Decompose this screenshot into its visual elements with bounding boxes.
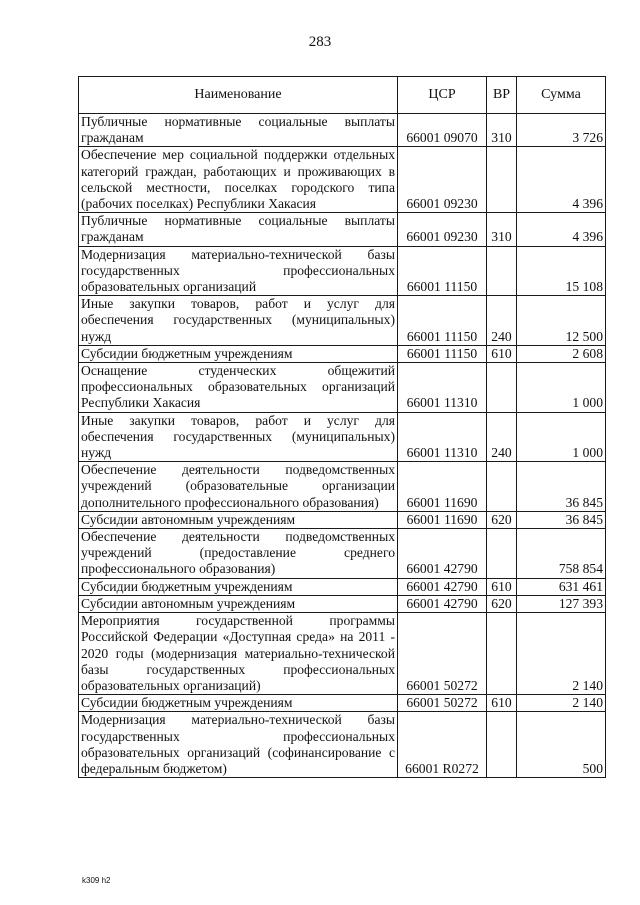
cell-csr: 66001 09070: [398, 114, 487, 147]
cell-vr: 610: [487, 345, 517, 362]
table-row: [79, 578, 606, 595]
cell-vr: [487, 363, 517, 413]
page-number: 283: [308, 34, 332, 50]
table-row: [79, 114, 606, 147]
cell-name: Субсидии бюджетным учреждениям: [79, 345, 398, 362]
table-row: [79, 246, 606, 296]
header-sum: Сумма: [517, 77, 606, 114]
cell-name: Субсидии бюджетным учреждениям: [79, 695, 398, 712]
cell-csr: 66001 50272: [398, 613, 487, 695]
cell-csr: 66001 11690: [398, 462, 487, 512]
table-row: [79, 345, 606, 362]
cell-csr: 66001 11690: [398, 511, 487, 528]
cell-vr: 610: [487, 695, 517, 712]
cell-name: Мероприятия государственной программы Российской Федерации «Доступная среда» на 2011 - 2020 годы (модернизация материально-технической базы государственных профессиональных образовательных организаций): [79, 613, 398, 695]
cell-vr: 620: [487, 511, 517, 528]
cell-sum: 127 393: [517, 595, 606, 612]
cell-sum: 2 140: [517, 613, 606, 695]
cell-vr: 240: [487, 412, 517, 462]
cell-name: Оснащение студенческих общежитий профессиональных образовательных организаций Республики Хакасия: [79, 363, 398, 413]
cell-sum: 15 108: [517, 246, 606, 296]
cell-sum: 500: [517, 712, 606, 778]
cell-sum: 12 500: [517, 296, 606, 346]
cell-sum: 36 845: [517, 462, 606, 512]
table-row: [79, 363, 606, 413]
cell-sum: 1 000: [517, 363, 606, 413]
cell-name: Модернизация материально-технической базы государственных профессиональных образовательных организаций: [79, 246, 398, 296]
cell-name: Обеспечение мер социальной поддержки отдельных категорий граждан, работающих и проживающих в сельской местности, поселках городского типа (рабочих поселках) Республики Хакасия: [79, 147, 398, 213]
cell-csr: 66001 11150: [398, 246, 487, 296]
budget-table: [78, 76, 606, 778]
cell-name: Иные закупки товаров, работ и услуг для обеспечения государственных (муниципальных) нужд: [79, 296, 398, 346]
cell-vr: [487, 246, 517, 296]
cell-vr: [487, 462, 517, 512]
cell-csr: 66001 09230: [398, 213, 487, 246]
table-row: [79, 613, 606, 695]
table-row: [79, 296, 606, 346]
cell-vr: 310: [487, 114, 517, 147]
cell-csr: 66001 09230: [398, 147, 487, 213]
table-row: [79, 462, 606, 512]
table-body: [79, 114, 606, 778]
table-header-row: [79, 77, 606, 114]
cell-sum: 758 854: [517, 529, 606, 579]
cell-csr: 66001 50272: [398, 695, 487, 712]
cell-csr: 66001 11310: [398, 412, 487, 462]
cell-sum: 631 461: [517, 578, 606, 595]
cell-sum: 1 000: [517, 412, 606, 462]
cell-csr: 66001 11150: [398, 345, 487, 362]
cell-name: Обеспечение деятельности подведомственных учреждений (предоставление среднего профессионального образования): [79, 529, 398, 579]
table-row: [79, 412, 606, 462]
cell-name: Субсидии автономным учреждениям: [79, 595, 398, 612]
cell-name: Субсидии автономным учреждениям: [79, 511, 398, 528]
footer-code: k309 h2: [82, 876, 111, 885]
cell-csr: 66001 11310: [398, 363, 487, 413]
cell-sum: 4 396: [517, 213, 606, 246]
cell-name: Модернизация материально-технической базы государственных профессиональных образовательных организаций (софинансирование с федеральным бюджетом): [79, 712, 398, 778]
cell-name: Субсидии бюджетным учреждениям: [79, 578, 398, 595]
cell-csr: 66001 42790: [398, 529, 487, 579]
table-row: [79, 595, 606, 612]
table-row: [79, 213, 606, 246]
cell-vr: [487, 712, 517, 778]
cell-csr: 66001 42790: [398, 578, 487, 595]
cell-sum: 2 140: [517, 695, 606, 712]
cell-name: Обеспечение деятельности подведомственных учреждений (образовательные организации дополнительного профессионального образования): [79, 462, 398, 512]
table-row: [79, 529, 606, 579]
table-row: [79, 712, 606, 778]
cell-vr: 620: [487, 595, 517, 612]
cell-csr: 66001 R0272: [398, 712, 487, 778]
cell-sum: 2 608: [517, 345, 606, 362]
cell-sum: 3 726: [517, 114, 606, 147]
cell-vr: 240: [487, 296, 517, 346]
cell-sum: 4 396: [517, 147, 606, 213]
table-row: [79, 147, 606, 213]
cell-name: Публичные нормативные социальные выплаты гражданам: [79, 213, 398, 246]
cell-csr: 66001 42790: [398, 595, 487, 612]
cell-sum: 36 845: [517, 511, 606, 528]
cell-name: Иные закупки товаров, работ и услуг для обеспечения государственных (муниципальных) нужд: [79, 412, 398, 462]
header-name: Наименование: [79, 77, 398, 114]
table-row: [79, 511, 606, 528]
cell-vr: [487, 147, 517, 213]
cell-vr: [487, 529, 517, 579]
cell-vr: [487, 613, 517, 695]
table-row: [79, 695, 606, 712]
cell-vr: 310: [487, 213, 517, 246]
header-vr: ВР: [487, 77, 517, 114]
cell-csr: 66001 11150: [398, 296, 487, 346]
cell-name: Публичные нормативные социальные выплаты гражданам: [79, 114, 398, 147]
cell-vr: 610: [487, 578, 517, 595]
header-csr: ЦСР: [398, 77, 487, 114]
